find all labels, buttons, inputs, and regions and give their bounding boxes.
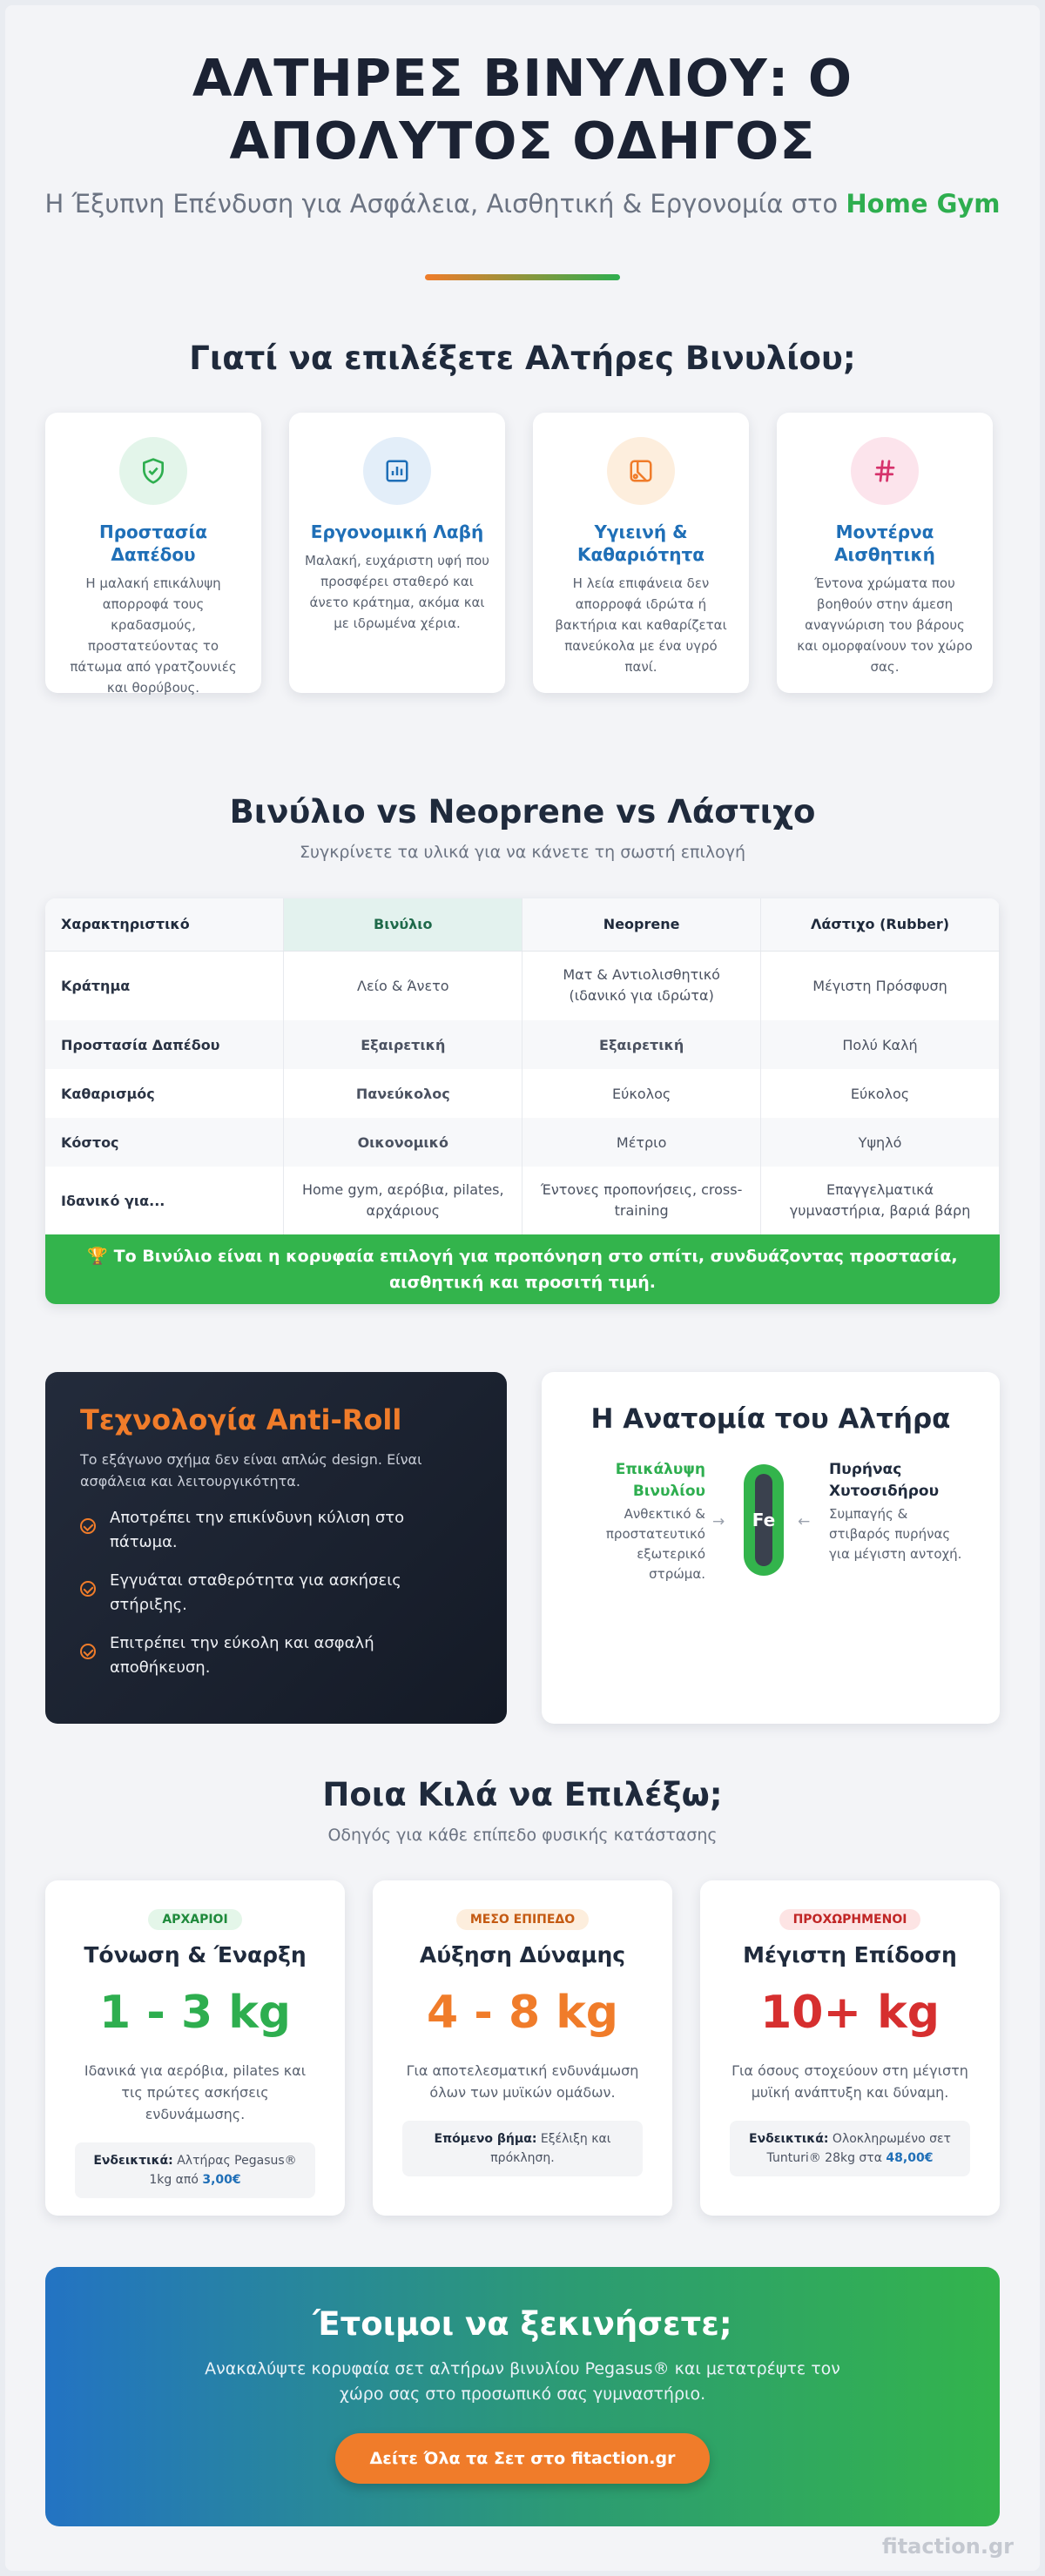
column-header: Λάστιχο (Rubber) — [761, 898, 1000, 951]
feature-title: Μοντέρνα Αισθητική — [834, 521, 935, 565]
level-title: Αύξηση Δύναμης — [419, 1942, 626, 1967]
list-item — [80, 1569, 472, 1618]
rec-price: 48,00€ — [886, 2151, 934, 2165]
core-title: Πυρήνας Χυτοσιδήρου — [829, 1461, 940, 1500]
table-row — [45, 951, 1000, 1020]
page-subtitle — [40, 186, 1005, 222]
row-label: Κόστος — [45, 1118, 284, 1167]
anatomy-title: Η Ανατομία του Αλτήρα — [590, 1403, 951, 1435]
check-icon — [80, 1581, 96, 1597]
feature-card-hygiene — [533, 413, 749, 693]
list-item-text: Αποτρέπει την επικίνδυνη κύλιση στο πάτωμα. — [110, 1509, 405, 1551]
table-header — [45, 898, 1000, 951]
table-cell: Εξαιρετική — [284, 1020, 522, 1069]
recommendation-banner: 🏆 Το Βινύλιο είναι η κορυφαία επιλογή για προπόνηση στο σπίτι, συνδυάζοντας προστασία, αισθητική και προσιτή τιμή. — [45, 1234, 1000, 1304]
iron-core — [752, 1474, 776, 1566]
levels-subtitle: Οδηγός για κάθε επίπεδο φυσικής κατάστασης — [327, 1826, 718, 1845]
table-row — [45, 1020, 1000, 1069]
recommendation-box — [730, 2121, 970, 2176]
column-header: Χαρακτηριστικό — [45, 898, 284, 951]
title-underline — [425, 274, 620, 280]
arrow-right-icon: → — [712, 1513, 725, 1530]
shield-check-icon — [119, 437, 187, 505]
table-cell: Έντονες προπονήσεις, cross-training — [522, 1167, 761, 1234]
arrow-left-icon: ← — [798, 1513, 811, 1530]
table-cell: Εξαιρετική — [522, 1020, 761, 1069]
compare-subtitle: Συγκρίνετε τα υλικά για να κάνετε τη σωστή επιλογή — [299, 843, 746, 862]
infographic-page — [5, 5, 1040, 2571]
weight-range: 1 - 3 kg — [98, 1987, 292, 2039]
why-title: Γιατί να επιλέξετε Αλτήρες Βινυλίου; — [189, 340, 856, 377]
feature-text: Η λεία επιφάνεια δεν απορροφά ιδρώτα ή βακτήρια και καθαρίζεται πανεύκολα με ένα υγρό πανί. — [555, 575, 727, 675]
dumbbell-diagram — [744, 1464, 784, 1576]
weight-range: 4 - 8 kg — [426, 1987, 619, 2039]
rec-text: Ολοκληρωμένο σετ Tunturi® 28kg στα — [766, 2132, 951, 2165]
list-item — [80, 1506, 472, 1555]
feature-title: Προστασία Δαπέδου — [99, 521, 207, 565]
core-text: Συμπαγής & στιβαρός πυρήνας για μέγιστη αντοχή. — [829, 1506, 962, 1562]
feature-card-floor — [45, 413, 261, 696]
check-icon — [80, 1644, 96, 1659]
comparison-table — [45, 898, 1000, 1304]
level-badge: ΜΕΣΟ ΕΠΙΠΕΔΟ — [456, 1909, 589, 1930]
level-badge: ΠΡΟΧΩΡΗΜΕΝΟΙ — [779, 1909, 921, 1930]
cta-section — [45, 2267, 1000, 2526]
feature-title: Υγιεινή & Καθαριότητα — [576, 521, 705, 565]
cta-text: Ανακαλύψτε κορυφαία σετ αλτήρων βινυλίου Pegasus® και μετατρέψτε τον χώρο σας στο προσωπικό σας γυμναστήριο. — [205, 2359, 840, 2404]
level-title: Τόνωση & Έναρξη — [84, 1942, 307, 1967]
list-item — [80, 1631, 472, 1680]
level-card-intermediate — [373, 1880, 672, 2216]
anti-roll-text: Το εξάγωνο σχήμα δεν είναι απλώς design. Είναι ασφάλεια και λειτουργικότητα. — [80, 1451, 422, 1490]
table-row — [45, 1118, 1000, 1167]
cta-button[interactable]: Δείτε Όλα τα Σετ στο fitaction.gr — [335, 2433, 711, 2484]
table-cell: Λείο & Άνετο — [284, 951, 522, 1020]
rec-text: Εξέλιξη και πρόκληση. — [490, 2132, 611, 2165]
level-text: Ιδανικά για αερόβια, pilates και τις πρώτες ασκήσεις ενδυνάμωσης. — [84, 2062, 307, 2122]
feature-title: Εργονομική Λαβή — [310, 521, 484, 542]
core-description — [829, 1459, 968, 1564]
list-item-text: Επιτρέπει την εύκολη και ασφαλή αποθήκευση. — [110, 1634, 374, 1677]
coating-text: Ανθεκτικό & προστατευτικό εξωτερικό στρώμα. — [605, 1506, 705, 1582]
table-cell: Οικονομικό — [284, 1118, 522, 1167]
level-card-beginner — [45, 1880, 345, 2216]
feature-text: Μαλακή, ευχάριστη υφή που προσφέρει σταθερό και άνετο κράτημα, ακόμα και με ιδρωμένα χέρια. — [305, 553, 489, 631]
row-label: Καθαρισμός — [45, 1069, 284, 1118]
table-cell: Επαγγελματικά γυμναστήρια, βαριά βάρη — [761, 1167, 1000, 1234]
level-text: Για αποτελεσματική ενδυνάμωση όλων των μυϊκών ομάδων. — [406, 2062, 639, 2101]
rec-label: Ενδεικτικά: — [749, 2132, 829, 2146]
table-cell: Εύκολος — [761, 1069, 1000, 1118]
check-icon — [80, 1518, 96, 1534]
feature-text: Έντονα χρώματα που βοηθούν στην άμεση αναγνώριση του βάρους και ομορφαίνουν τον χώρο σας. — [797, 575, 973, 675]
subtitle-text: Η Έξυπνη Επένδυση για Ασφάλεια, Αισθητική & Εργονομία στο — [44, 189, 846, 219]
cta-title: Έτοιμοι να ξεκινήσετε; — [313, 2305, 732, 2343]
recommendation-box — [75, 2142, 315, 2198]
footer-brand: fitaction.gr — [881, 2534, 1014, 2559]
compare-title: Βινύλιο vs Neoprene vs Λάστιχο — [229, 793, 816, 831]
coating-label — [576, 1459, 705, 1584]
coating-title: Επικάλυψη Βινυλίου — [615, 1461, 705, 1500]
page-header — [145, 47, 900, 172]
table-row — [45, 1167, 1000, 1234]
anti-roll-panel — [45, 1372, 507, 1724]
table-cell: Home gym, αερόβια, pilates, αρχάριους — [284, 1167, 522, 1234]
table-cell: Μέτριο — [522, 1118, 761, 1167]
list-item-text: Εγγυάται σταθερότητα για ασκήσεις στήριξης. — [110, 1571, 401, 1614]
table-cell: Πανεύκολος — [284, 1069, 522, 1118]
level-text: Για όσους στοχεύουν στη μέγιστη μυϊκή ανάπτυξη και δύναμη. — [732, 2062, 968, 2101]
column-header: Βινύλιο — [284, 898, 522, 951]
table-row — [45, 1069, 1000, 1118]
rec-label: Ενδεικτικά: — [93, 2154, 173, 2168]
feature-text: Η μαλακή επικάλυψη απορροφά τους κραδασμούς, προστατεύοντας το πάτωμα από γρατζουνιές και θορύβους. — [70, 575, 237, 696]
table-cell: Εύκολος — [522, 1069, 761, 1118]
core-label: Fe — [752, 1510, 776, 1530]
anti-roll-title: Τεχνολογία Anti-Roll — [80, 1403, 402, 1436]
page-title: ΑΛΤΗΡΕΣ ΒΙΝΥΛΙΟΥ: Ο ΑΠΟΛΥΤΟΣ ΟΔΗΓΟΣ — [192, 48, 853, 171]
level-title: Μέγιστη Επίδοση — [743, 1942, 957, 1967]
level-badge: ΑΡΧΑΡΙΟΙ — [148, 1909, 241, 1930]
column-header: Neoprene — [522, 898, 761, 951]
subtitle-highlight: Home Gym — [846, 189, 1001, 219]
level-card-advanced — [700, 1880, 1000, 2216]
soap-icon — [607, 437, 675, 505]
row-label: Ιδανικό για... — [45, 1167, 284, 1234]
anatomy-panel — [542, 1372, 1000, 1724]
hash-icon — [851, 437, 919, 505]
table-cell: Πολύ Καλή — [761, 1020, 1000, 1069]
rec-label: Επόμενο βήμα: — [434, 2132, 537, 2146]
table-cell: Ματ & Αντιολισθητικό (ιδανικό για ιδρώτα) — [522, 951, 761, 1020]
weight-range: 10+ kg — [760, 1987, 940, 2039]
row-label: Κράτημα — [45, 951, 284, 1020]
table-cell: Μέγιστη Πρόσφυση — [761, 951, 1000, 1020]
rec-text: Αλτήρας Pegasus® 1kg από — [149, 2154, 297, 2187]
feature-card-style — [777, 413, 993, 693]
levels-title: Ποια Κιλά να Επιλέξω; — [322, 1776, 723, 1813]
rec-price: 3,00€ — [202, 2173, 241, 2187]
feature-card-grip — [289, 413, 505, 693]
chart-icon — [363, 437, 431, 505]
recommendation-box — [402, 2121, 643, 2176]
row-label: Προστασία Δαπέδου — [45, 1020, 284, 1069]
table-cell: Υψηλό — [761, 1118, 1000, 1167]
